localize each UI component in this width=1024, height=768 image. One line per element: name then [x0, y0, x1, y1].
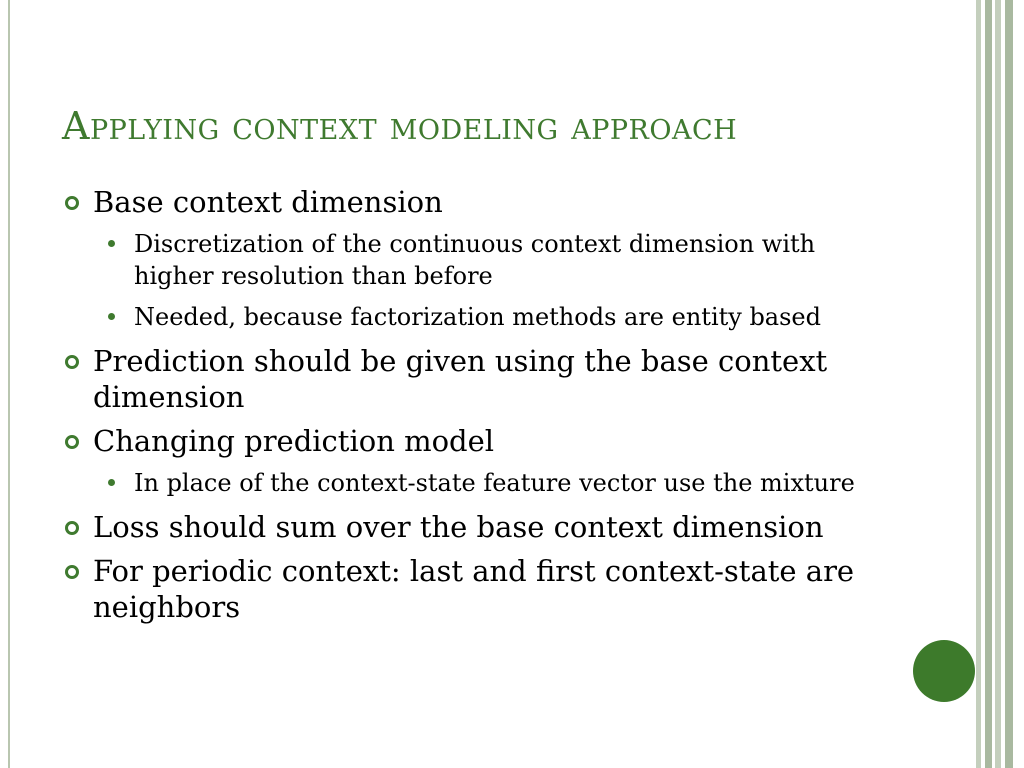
bullet-item	[62, 509, 892, 545]
bullet-text: Prediction should be given using the base context dimension	[93, 344, 828, 414]
dot-bullet-icon	[108, 240, 115, 247]
bullet-item	[62, 343, 892, 415]
decorative-green-circle	[913, 640, 975, 702]
slide-title: Applying context modeling approach	[62, 104, 738, 148]
sub-bullet-text: Discretization of the continuous context dimension with higher resolution than before	[134, 230, 816, 290]
dot-bullet-icon	[108, 479, 115, 486]
bullet-text: Loss should sum over the base context dimension	[93, 510, 824, 544]
ring-bullet-icon	[65, 565, 79, 579]
ring-bullet-icon	[65, 521, 79, 535]
sub-bullet-item	[62, 228, 892, 292]
sub-bullet-text: Needed, because factorization methods are entity based	[134, 303, 821, 331]
bullet-item	[62, 423, 892, 459]
sub-bullet-item	[62, 301, 892, 333]
ring-bullet-icon	[65, 435, 79, 449]
ring-bullet-icon	[65, 196, 79, 210]
left-border-line	[8, 0, 10, 768]
bullet-text: Changing prediction model	[93, 424, 495, 458]
sub-bullet-text: In place of the context-state feature vector use the mixture	[134, 469, 855, 497]
bullet-text: For periodic context: last and first context-state are neighbors	[93, 554, 855, 624]
bullet-text: Base context dimension	[93, 185, 443, 219]
bullet-list	[62, 184, 892, 633]
right-decor-stripe	[1005, 0, 1013, 768]
sub-bullet-list	[62, 467, 892, 499]
sub-bullet-list	[62, 228, 892, 333]
ring-bullet-icon	[65, 355, 79, 369]
bullet-item	[62, 184, 892, 220]
right-decor-stripe	[1013, 0, 1024, 768]
bullet-item	[62, 553, 892, 625]
dot-bullet-icon	[108, 313, 115, 320]
sub-bullet-item	[62, 467, 892, 499]
right-decor-stripe	[985, 0, 992, 768]
